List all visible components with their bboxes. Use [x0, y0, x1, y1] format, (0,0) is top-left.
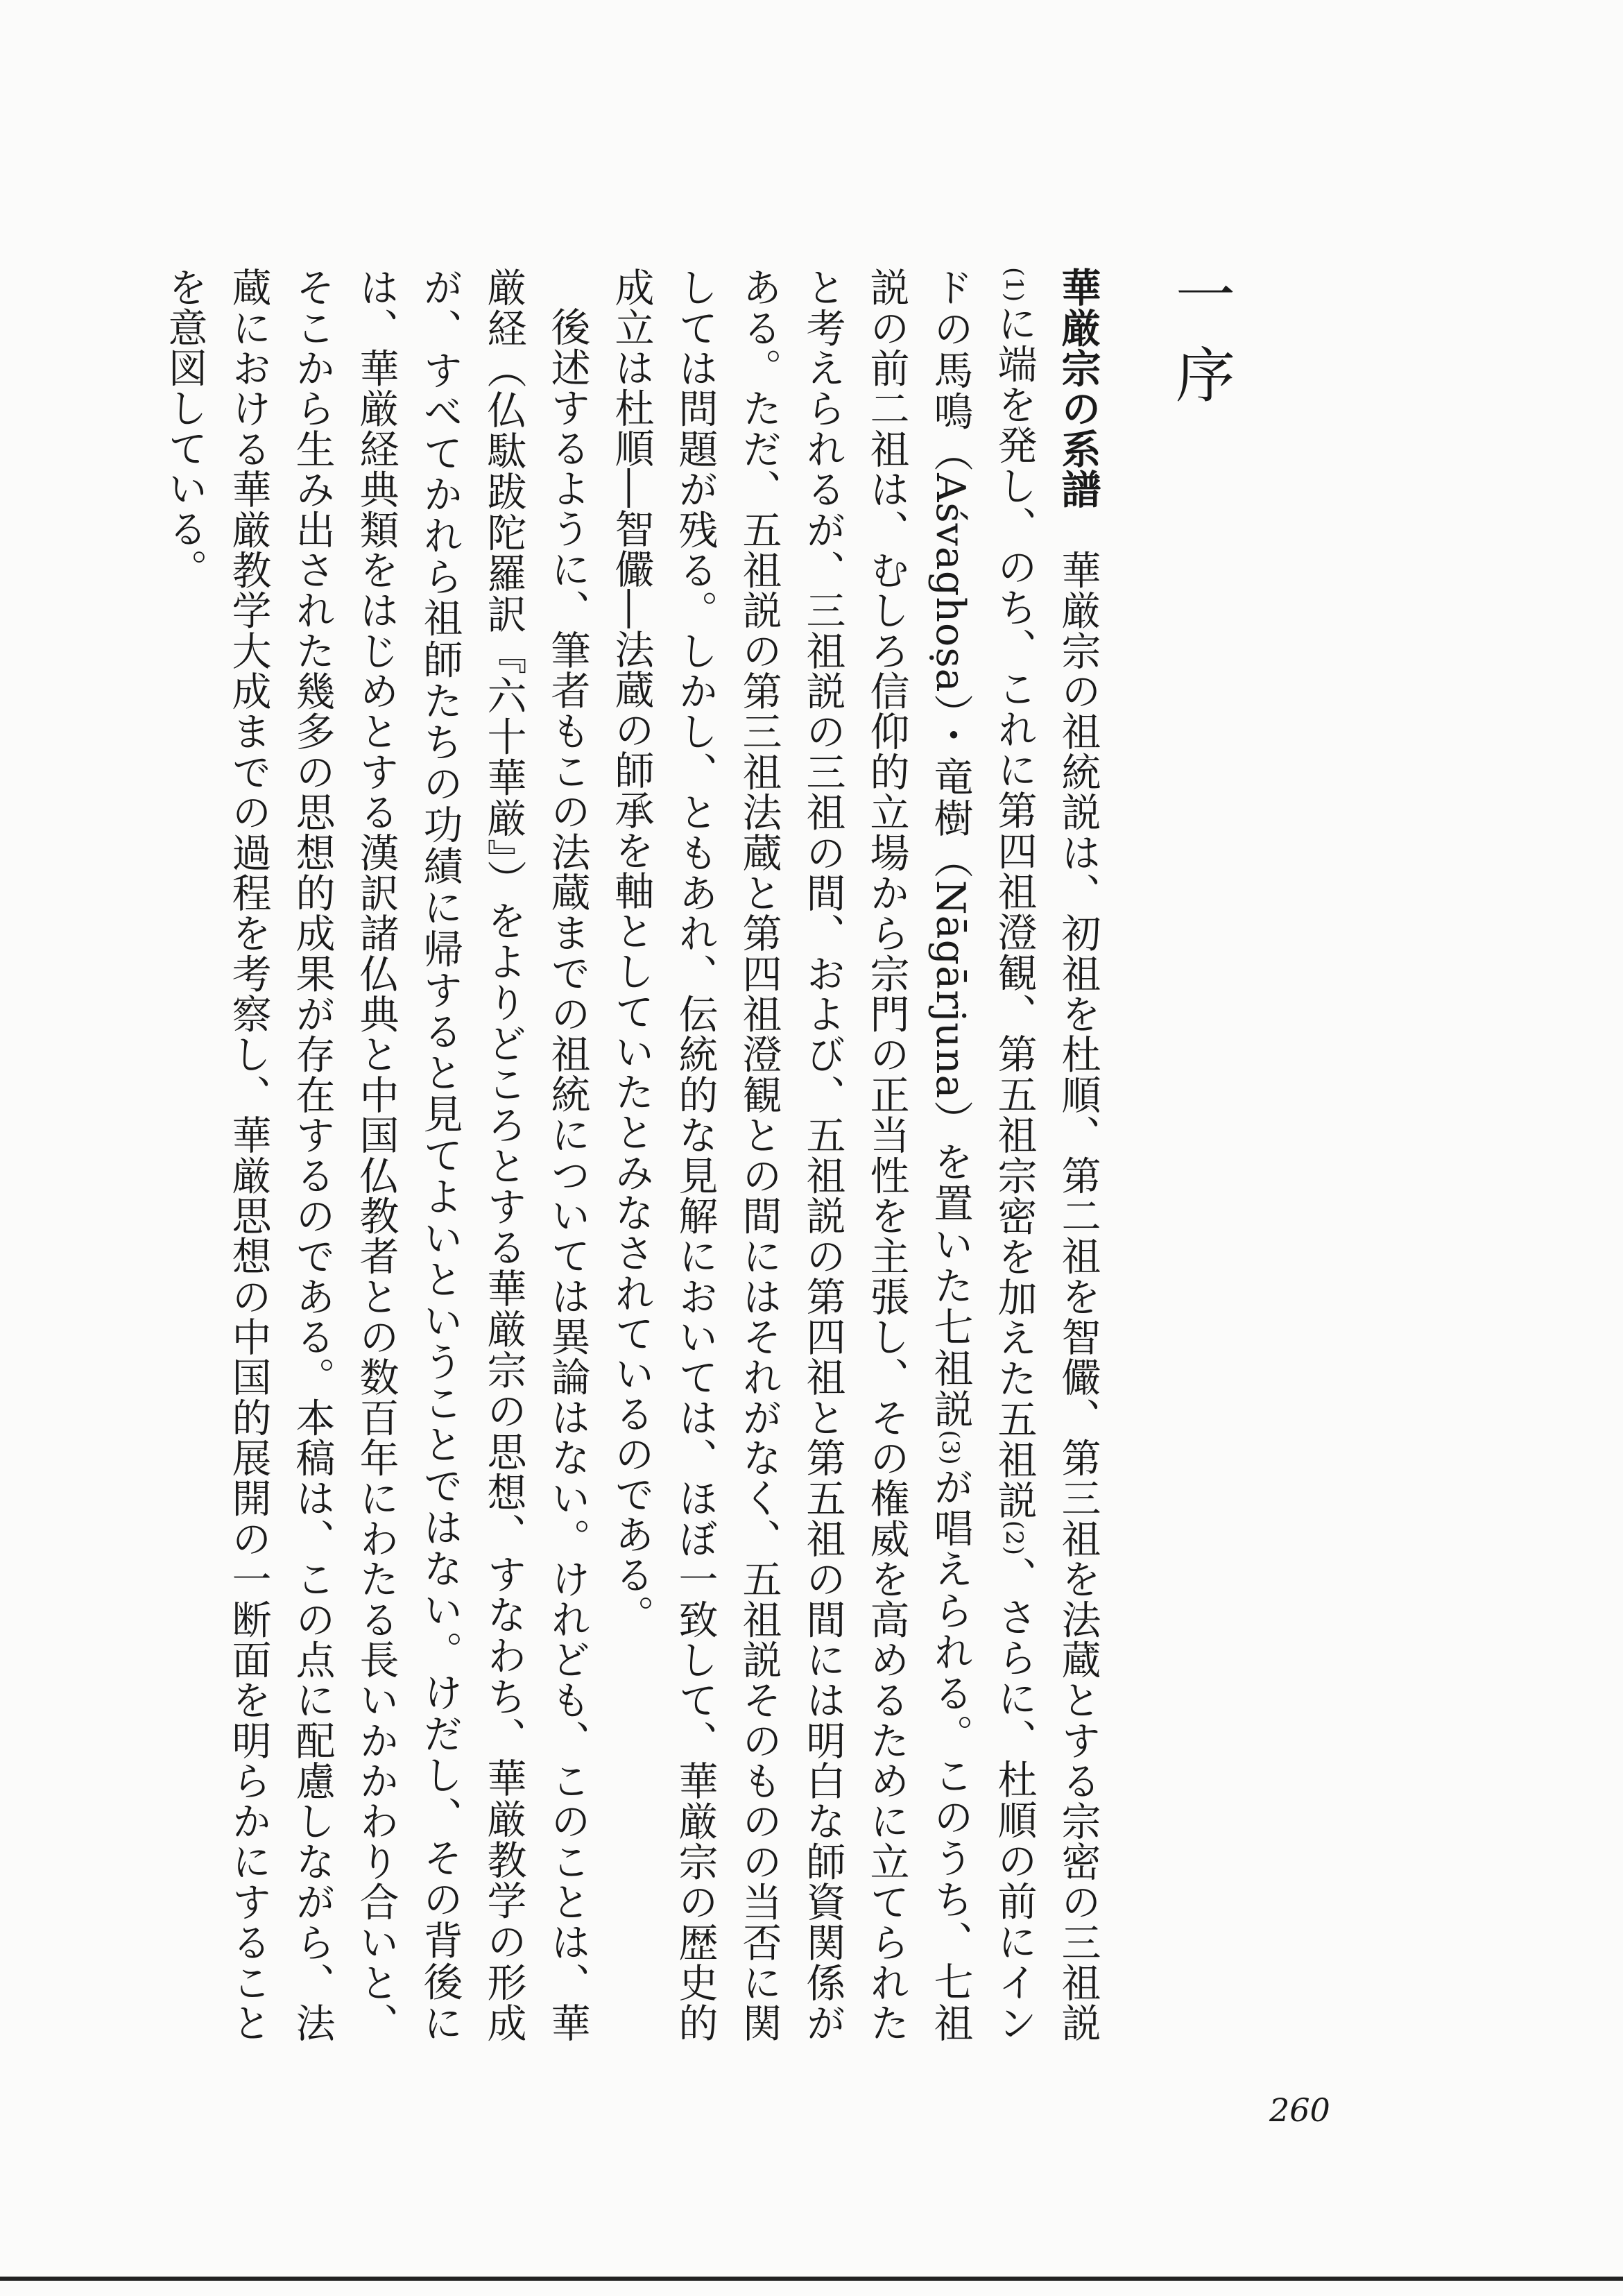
bottom-rule: [0, 2277, 1623, 2281]
paragraph-1-part-1: 華厳宗の祖統説は、初祖を杜順、第二祖を智儼、第三祖を法蔵とする宗密の三祖説: [1055, 509, 1101, 2044]
section-number: 一: [1165, 264, 1235, 344]
page-number: 260: [1269, 2091, 1330, 2129]
paragraph-1-part-2: に端を発し、のち、これに第四祖澄観、第五祖宗密を加えた五祖説: [991, 302, 1037, 1520]
body-text: [153, 267, 1110, 2043]
paragraph-1: [599, 267, 1110, 2043]
paragraph-1-part-3: 、さらに、杜順の前にインドの馬鳴（Aśvaghoṣa）・竜樹（Nāgārjuna）を置いた七祖説: [927, 267, 1037, 2044]
footnote-marker-3[interactable]: (3): [936, 1430, 964, 1466]
run-in-heading: 華厳宗の系譜: [1055, 267, 1101, 510]
footnote-marker-1[interactable]: (1): [1000, 267, 1028, 303]
footnote-marker-2[interactable]: (2): [1000, 1520, 1028, 1556]
paragraph-1-part-4: が唱えられる。このうち、七祖説の前二祖は、むしろ信仰的立場から宗門の正当性を主張し、その権威を高めるために立てられたと考えられるが、三祖説の三祖の間、および、五祖説の第四祖と第五祖の間には明白な師資関係がある。ただ、五祖説の第三祖法蔵と第四祖澄観との間にはそれがなく、五祖説そのものの当否に関しては問題が残る。しかし、ともあれ、伝統的な見解においては、ほぼ一致して、華厳宗の歴史的成立は杜順―智儼―法蔵の師承を軸としていたとみなされているのである。: [608, 267, 973, 2043]
paragraph-2: 後述するように、筆者もこの法蔵までの祖統については異論はない。けれども、このことは、華厳経（仏駄跋陀羅訳『六十華厳』）をよりどころとする華厳宗の思想、すなわち、華厳教学の形成が、すべてかれら祖師たちの功績に帰すると見てよいということではない。けだし、その背後には、華厳経典類をはじめとする漢訳諸仏典と中国仏教者との数百年にわたる長いかかわり合いと、そこから生み出された幾多の思想的成果が存在するのである。本稿は、この点に配慮しながら、法蔵における華厳教学大成までの過程を考察し、華厳思想の中国的展開の一断面を明らかにすることを意図している。: [162, 267, 590, 2043]
section-title: 序: [1165, 344, 1235, 425]
section-heading: [1162, 264, 1238, 425]
